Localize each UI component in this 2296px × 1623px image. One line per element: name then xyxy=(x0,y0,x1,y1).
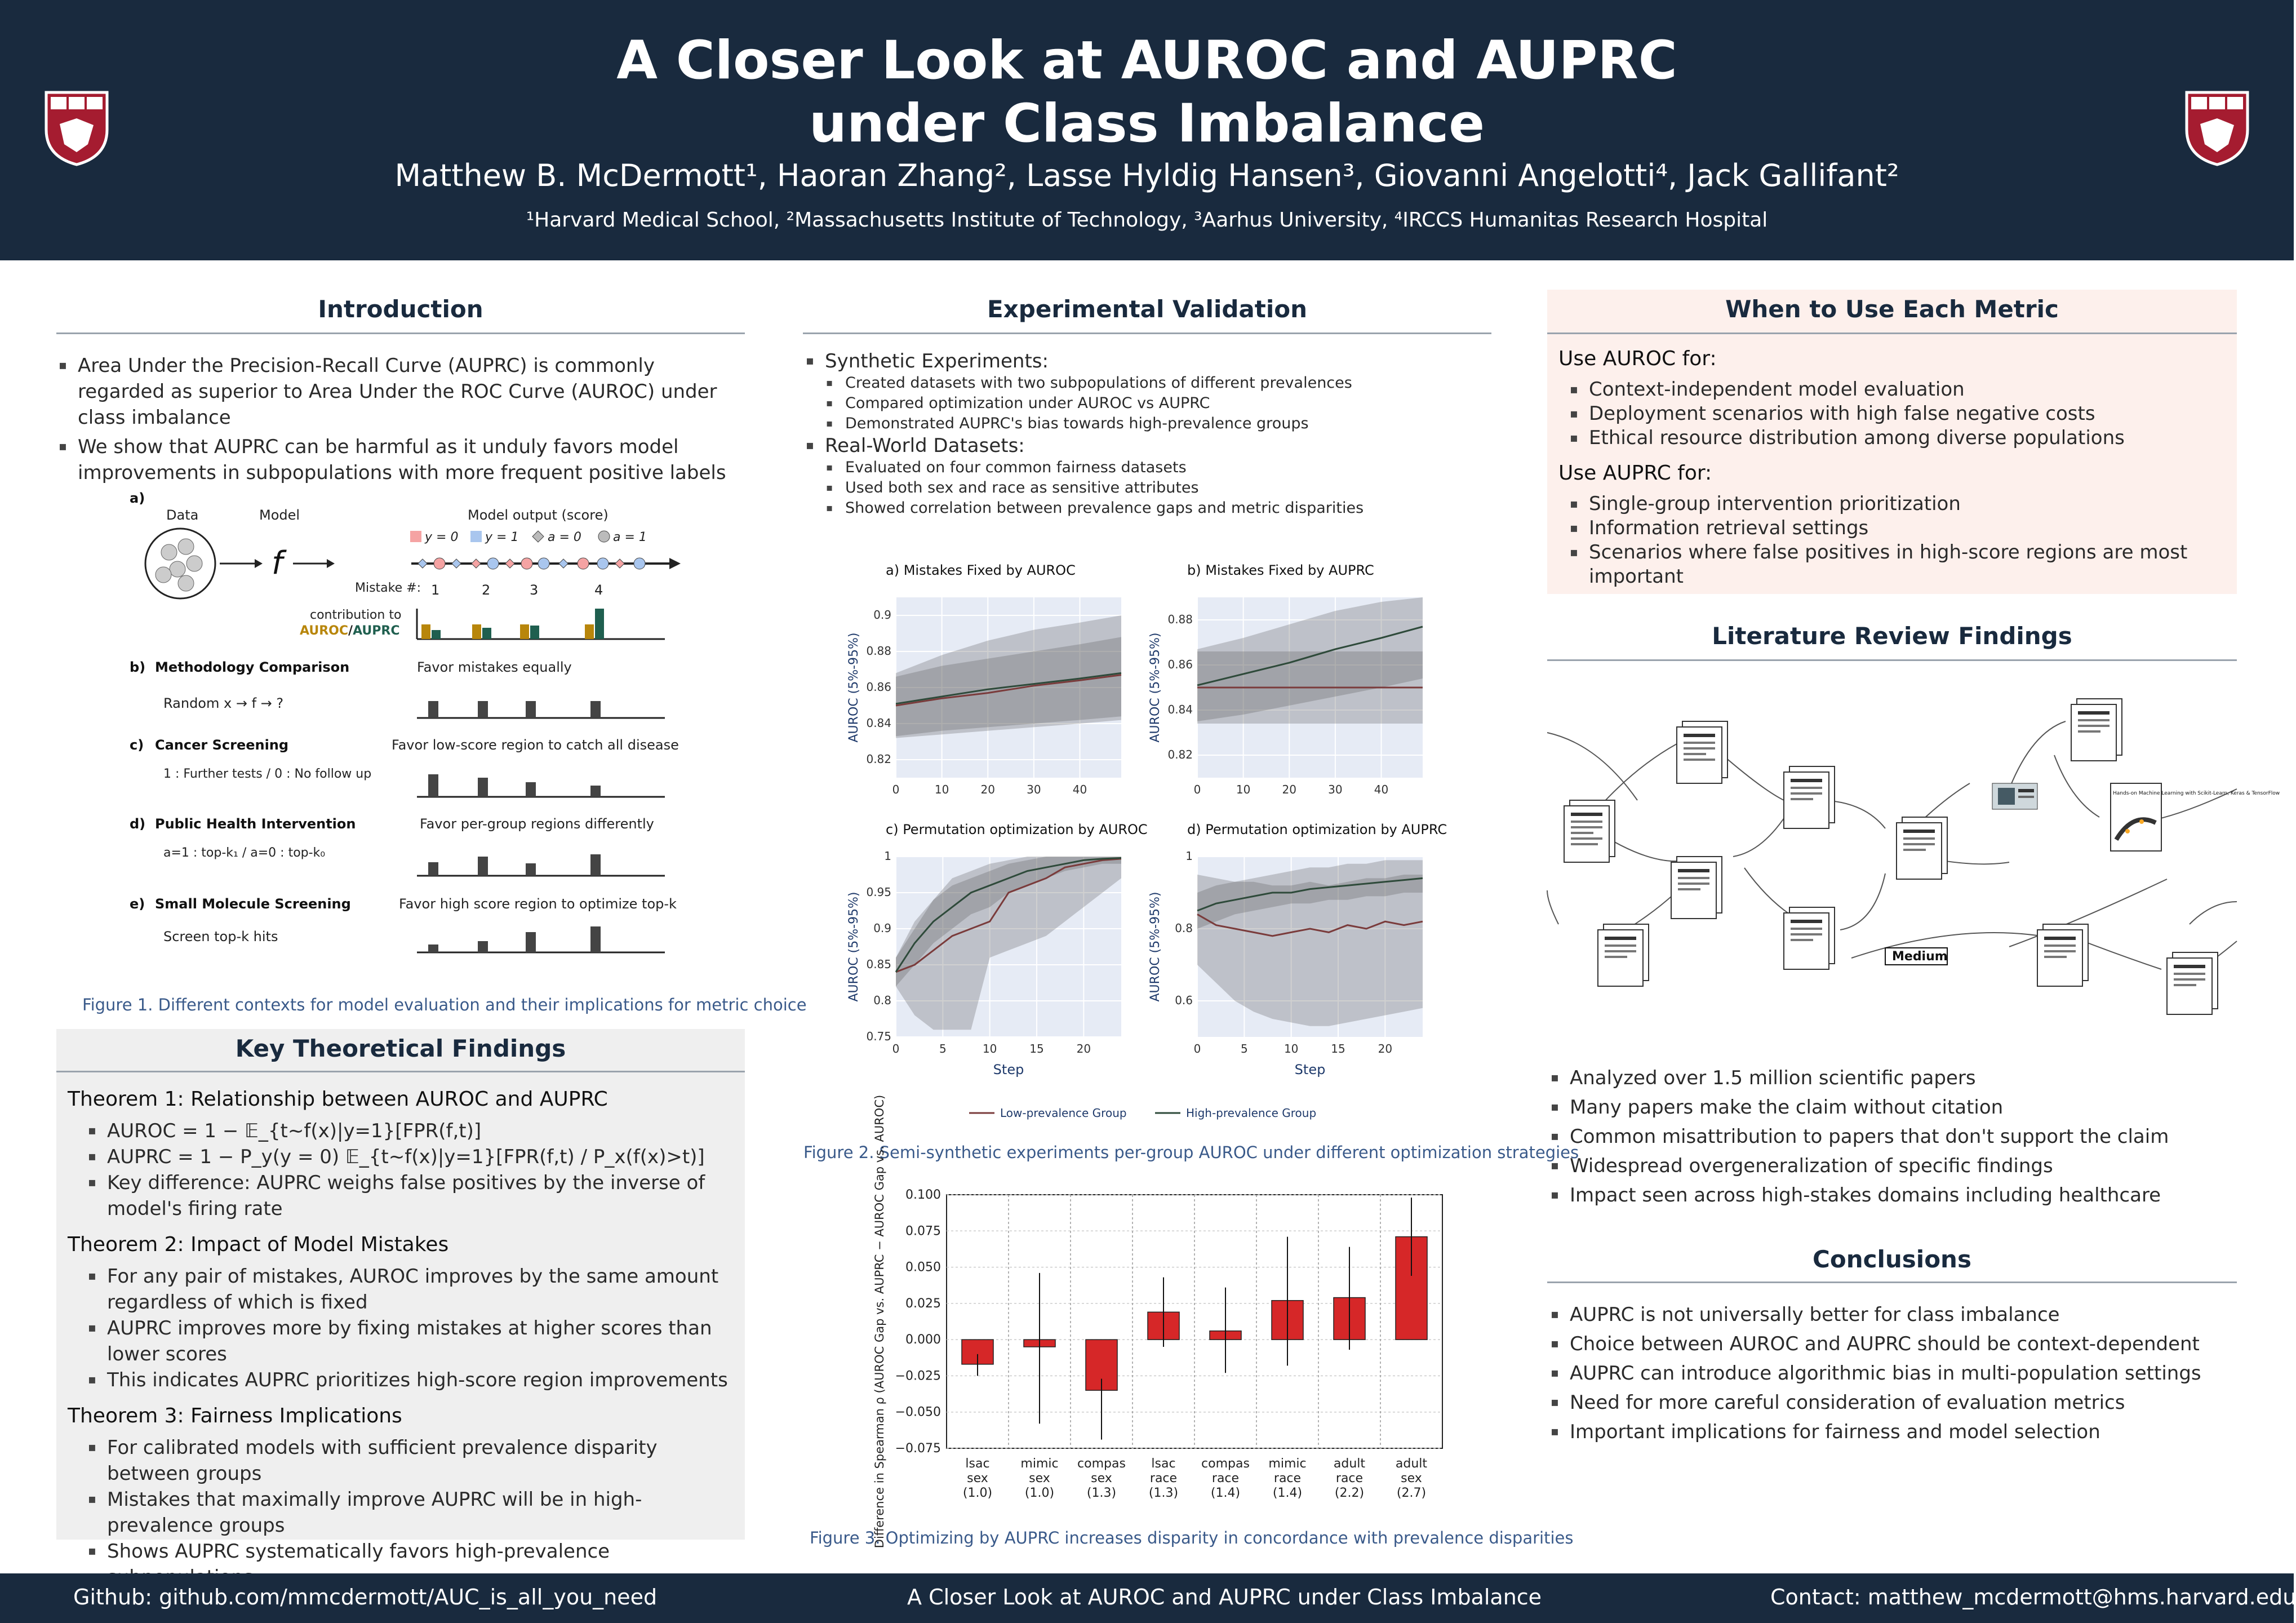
figure-3-caption: Figure 3. Optimizing by AUPRC increases disparity in concordance with prevalence disparities xyxy=(810,1528,1574,1547)
x-tick-label: (1.4) xyxy=(1272,1486,1303,1500)
section-title-theory: Key Theoretical Findings xyxy=(235,1035,566,1062)
list-item: ▪ Key difference: AUPRC weighs false positives by the inverse of model's firing rate xyxy=(88,1170,738,1222)
list-item: ▪ Deployment scenarios with high false negative costs xyxy=(1570,402,2231,426)
book-cover-icon xyxy=(2111,783,2280,851)
paper-document-icon xyxy=(1784,907,1835,969)
x-tick-label: sex xyxy=(1029,1471,1050,1485)
x-tick-label: 20 xyxy=(980,783,995,796)
y-tick-label: −0.025 xyxy=(895,1369,941,1383)
svg-text:y = 1: y = 1 xyxy=(485,530,519,544)
list-item: ▪ Common misattribution to papers that don't support the claim xyxy=(1551,1124,2232,1150)
list-item: ▪ Compared optimization under AUROC vs AUPRC xyxy=(826,393,1482,414)
x-tick-label: 0 xyxy=(892,783,900,796)
x-tick-label: 30 xyxy=(1027,783,1041,796)
section-rule xyxy=(1547,659,2237,661)
y-tick-label: 0.025 xyxy=(905,1296,941,1311)
x-tick-label: adult xyxy=(1395,1457,1428,1471)
section-title-literature: Literature Review Findings xyxy=(1712,622,2072,650)
svg-text:d): d) xyxy=(130,816,146,832)
theorem-3-title: Theorem 3: Fairness Implications xyxy=(68,1404,402,1427)
section-title-experiments: Experimental Validation xyxy=(987,295,1307,323)
authors: Matthew B. McDermott¹, Haoran Zhang², Lasse Hyldig Hansen³, Giovanni Angelotti⁴, Jack Gallifant² xyxy=(394,158,1899,193)
svg-text:Random x → f → ?: Random x → f → ? xyxy=(163,695,284,711)
svg-text:Favor low-score region to catc: Favor low-score region to catch all disease xyxy=(392,737,679,753)
y-axis-label: AUROC (5%-95%) xyxy=(847,632,861,743)
list-item: ▪ Showed correlation between prevalence gaps and metric disparities xyxy=(826,498,1482,518)
list-item: ▪ Shows AUPRC systematically favors high-prevalence xyxy=(88,1538,738,1590)
x-tick-label: (1.0) xyxy=(962,1486,993,1500)
list-item: ▪ AUPRC = 1 − P_y(y = 0) 𝔼_{t∼f(x)|y=1}[FPR(f,t) / P_x(f(x)>t)] xyxy=(88,1144,738,1170)
x-tick-label: 5 xyxy=(939,1042,947,1056)
y-tick-label: 0.050 xyxy=(905,1260,941,1275)
y-tick-label: 0.000 xyxy=(905,1333,941,1347)
section-rule xyxy=(1547,1281,2237,1283)
svg-text:Medium: Medium xyxy=(1892,950,1948,964)
title-line-2: under Class Imbalance xyxy=(809,93,1485,154)
citation-network-illustration xyxy=(1547,688,2280,1026)
panel-b xyxy=(130,659,665,718)
list-item: ▪ Context-independent model evaluation xyxy=(1570,378,2231,402)
chart-title: d) Permutation optimization by AUPRC xyxy=(1187,822,1447,837)
x-tick-label: mimic xyxy=(1020,1457,1059,1471)
list-item: ▪ AUROC = 1 − 𝔼_{t∼f(x)|y=1}[FPR(f,t)] xyxy=(88,1118,738,1144)
x-tick-label: 0 xyxy=(1193,1042,1201,1056)
list-item: ▪ Evaluated on four common fairness datasets xyxy=(826,458,1482,478)
svg-text:Screen top-k hits: Screen top-k hits xyxy=(163,929,278,944)
contrib-label: contribution to xyxy=(310,608,402,622)
list-item: ▪ AUPRC improves more by fixing mistakes at higher scores than lower scores xyxy=(88,1315,738,1367)
x-tick-label: 10 xyxy=(934,783,949,796)
medium-logo xyxy=(1885,948,1948,965)
y-axis-label: AUROC (5%-95%) xyxy=(1148,892,1162,1002)
x-tick-label: race xyxy=(1335,1471,1364,1485)
x-tick-label: 0 xyxy=(892,1042,900,1056)
panel-c xyxy=(130,737,679,797)
x-tick-label: 20 xyxy=(1282,783,1296,796)
list-item: ▪ AUPRC is not universally better for class imbalance xyxy=(1551,1302,2232,1328)
intro-bullets xyxy=(59,353,735,486)
section-rule xyxy=(56,332,745,334)
y-tick-label: 0.84 xyxy=(866,716,891,730)
x-tick-label: 5 xyxy=(1240,1042,1248,1056)
y-tick-label: 0.95 xyxy=(866,885,891,899)
x-axis-label: Step xyxy=(1294,1062,1326,1077)
x-axis-label: Step xyxy=(993,1062,1024,1077)
mistake-label: Mistake #: xyxy=(355,581,421,595)
list-item: ▪ Scenarios where false positives in high-score regions are most important xyxy=(1570,540,2231,589)
x-tick-label: 10 xyxy=(1284,1042,1299,1056)
svg-text:1 : Further tests / 0 : No fol: 1 : Further tests / 0 : No follow up xyxy=(163,767,372,781)
y-axis-label: AUROC (5%-95%) xyxy=(847,892,861,1002)
x-tick-label: sex xyxy=(1401,1471,1422,1485)
paper-document-icon xyxy=(2071,699,2122,761)
section-title-when: When to Use Each Metric xyxy=(1725,295,2059,323)
blog-thumbnail-icon xyxy=(1992,783,2037,809)
affiliations: ¹Harvard Medical School, ²Massachusetts Institute of Technology, ³Aarhus University, ⁴IRCCS Humanitas Research Hospital xyxy=(526,209,1768,232)
x-tick-label: 0 xyxy=(1193,783,1201,796)
y-tick-label: 1 xyxy=(884,849,891,863)
x-tick-label: compas xyxy=(1077,1457,1126,1471)
f-symbol: f xyxy=(272,545,283,582)
svg-text:Favor mistakes equally: Favor mistakes equally xyxy=(417,659,572,675)
y-tick-label: 1 xyxy=(1185,849,1193,863)
model-label: Model xyxy=(259,507,300,523)
x-tick-label: race xyxy=(1211,1471,1240,1485)
svg-text:3: 3 xyxy=(530,582,539,598)
y-tick-label: 0.100 xyxy=(905,1188,941,1202)
x-tick-label: sex xyxy=(967,1471,988,1485)
poster-header xyxy=(0,0,2294,260)
chart-title: c) Permutation optimization by AUROC xyxy=(886,822,1148,837)
y-tick-label: 0.88 xyxy=(866,644,891,658)
experiment-bullets xyxy=(806,349,1482,518)
list-item: ▪ Real-World Datasets: xyxy=(806,434,1482,458)
when-content xyxy=(1558,336,2231,589)
y-tick-label: −0.050 xyxy=(895,1405,941,1420)
y-tick-label: 0.6 xyxy=(1175,994,1193,1007)
list-item: ▪ Used both sex and race as sensitive attributes xyxy=(826,478,1482,498)
use-auroc-head: Use AUROC for: xyxy=(1558,347,1717,370)
svg-text:4: 4 xyxy=(594,582,603,598)
x-tick-label: (2.2) xyxy=(1334,1486,1365,1500)
github-link[interactable]: Github: github.com/mmcdermott/AUC_is_all_you_need xyxy=(73,1585,658,1609)
section-rule xyxy=(803,332,1491,334)
x-tick-label: 40 xyxy=(1072,783,1087,796)
svg-text:Favor per-group regions differ: Favor per-group regions differently xyxy=(420,816,654,832)
chart-title: a) Mistakes Fixed by AUROC xyxy=(886,562,1076,578)
x-tick-label: 15 xyxy=(1331,1042,1345,1056)
x-tick-label: 15 xyxy=(1029,1042,1044,1056)
paper-document-icon xyxy=(1598,924,1649,986)
list-item: ▪ Single-group intervention prioritization xyxy=(1570,492,2231,516)
figure-1-caption: Figure 1. Different contexts for model evaluation and their implications for metric choice xyxy=(82,995,807,1014)
y-tick-label: 0.075 xyxy=(905,1224,941,1239)
footer-title: A Closer Look at AUROC and AUPRC under Class Imbalance xyxy=(907,1585,1542,1609)
section-title-introduction: Introduction xyxy=(318,295,483,323)
list-item: ▪ Many papers make the claim without citation xyxy=(1551,1094,2232,1120)
svg-text:y = 0: y = 0 xyxy=(425,530,459,544)
list-item: ▪ Choice between AUROC and AUPRC should be context-dependent xyxy=(1551,1331,2232,1357)
svg-text:Small Molecule Screening: Small Molecule Screening xyxy=(155,896,351,912)
x-tick-label: 10 xyxy=(982,1042,997,1056)
output-label: Model output (score) xyxy=(468,507,609,523)
section-title-conclusions: Conclusions xyxy=(1813,1245,1971,1273)
list-item: ▪ Need for more careful consideration of evaluation metrics xyxy=(1551,1390,2232,1416)
list-item: ▪ Impact seen across high-stakes domains including healthcare xyxy=(1551,1182,2232,1208)
x-tick-label: (1.3) xyxy=(1086,1486,1117,1500)
figure-2-caption: Figure 2. Semi-synthetic experiments per-group AUROC under different optimization strategies xyxy=(803,1143,1579,1162)
paper-document-icon xyxy=(1784,766,1835,828)
x-tick-label: (2.7) xyxy=(1396,1486,1427,1500)
paper-document-icon xyxy=(1897,817,1947,879)
list-item: ▪ Mistakes that maximally improve AUPRC will be in high-prevalence groups xyxy=(88,1487,738,1538)
section-rule xyxy=(56,1071,745,1072)
svg-text:Hands-on Machine Learning with: Hands-on Machine Learning with Scikit-Learn, Keras & TensorFlow xyxy=(2113,791,2280,796)
poster-title xyxy=(0,29,2294,156)
paper-document-icon xyxy=(2167,952,2218,1014)
list-item: ▪ Demonstrated AUPRC's bias towards high-prevalence groups xyxy=(826,414,1482,434)
list-item: ▪ For any pair of mistakes, AUROC improves by the same amount regardless of which is fixed xyxy=(88,1263,738,1315)
x-tick-label: 20 xyxy=(1076,1042,1091,1056)
x-tick-label: 30 xyxy=(1328,783,1343,796)
svg-text:b): b) xyxy=(130,659,146,675)
panel-label: a) xyxy=(130,490,145,506)
theorem-2-title: Theorem 2: Impact of Model Mistakes xyxy=(68,1233,449,1256)
list-item: ▪ Widespread overgeneralization of specific findings xyxy=(1551,1153,2232,1179)
x-tick-label: sex xyxy=(1091,1471,1112,1485)
y-axis-label: AUROC (5%-95%) xyxy=(1148,632,1162,743)
svg-text:Methodology Comparison: Methodology Comparison xyxy=(155,659,350,675)
list-item: ▪ Important implications for fairness and model selection xyxy=(1551,1419,2232,1445)
data-label: Data xyxy=(166,507,199,523)
y-tick-label: 0.8 xyxy=(1175,921,1193,935)
svg-text:a=1 : top-k₁ / a=0 : top-k₀: a=1 : top-k₁ / a=0 : top-k₀ xyxy=(163,846,326,860)
contact-email[interactable]: Contact: matthew_mcdermott@hms.harvard.edu xyxy=(1770,1585,2296,1609)
y-tick-label: 0.9 xyxy=(873,921,891,935)
x-tick-label: (1.3) xyxy=(1148,1486,1179,1500)
conclusion-bullets xyxy=(1551,1302,2232,1445)
list-item: ▪ Analyzed over 1.5 million scientific papers xyxy=(1551,1065,2232,1091)
x-tick-label: lsac xyxy=(1151,1457,1176,1471)
x-tick-label: 20 xyxy=(1378,1042,1393,1056)
list-item: ▪ We show that AUPRC can be harmful as it unduly favors model improvements in subpopulations with more frequent positive labels xyxy=(59,434,735,486)
list-item: ▪ Synthetic Experiments: xyxy=(806,349,1482,373)
y-tick-label: 0.9 xyxy=(873,608,891,622)
y-tick-label: −0.075 xyxy=(895,1442,941,1456)
y-tick-label: 0.86 xyxy=(1167,658,1193,671)
use-auprc-head: Use AUPRC for: xyxy=(1558,462,1712,485)
x-tick-label: 10 xyxy=(1236,783,1251,796)
paper-document-icon xyxy=(1564,800,1615,862)
paper-document-icon xyxy=(1671,857,1722,919)
chart-title: b) Mistakes Fixed by AUPRC xyxy=(1187,562,1374,578)
x-tick-label: compas xyxy=(1201,1457,1250,1471)
panel-d xyxy=(130,816,665,876)
figure-1-diagram xyxy=(124,490,687,964)
x-tick-label: (1.0) xyxy=(1024,1486,1055,1500)
svg-text:a = 0: a = 0 xyxy=(548,530,581,544)
list-item: ▪ This indicates AUPRC prioritizes high-score region improvements xyxy=(88,1367,738,1393)
list-item: ▪ Area Under the Precision-Recall Curve (AUPRC) is commonly regarded as superior to Area Under the ROC Curve (AUROC) under class imbalance xyxy=(59,353,735,431)
legend-label-high: High-prevalence Group xyxy=(1186,1106,1317,1120)
x-tick-label: mimic xyxy=(1268,1457,1307,1471)
svg-text:1: 1 xyxy=(431,582,440,598)
figure-2-charts xyxy=(834,552,1465,1127)
legend-label-low: Low-prevalence Group xyxy=(1000,1106,1127,1120)
paper-document-icon xyxy=(2037,924,2088,986)
y-tick-label: 0.84 xyxy=(1167,703,1193,716)
svg-text:Cancer Screening: Cancer Screening xyxy=(155,737,289,753)
data-circle-icon xyxy=(145,529,215,598)
y-tick-label: 0.85 xyxy=(866,957,891,971)
paper-document-icon xyxy=(1677,721,1727,783)
theory-content xyxy=(68,1076,738,1590)
y-tick-label: 0.86 xyxy=(866,680,891,694)
svg-text:2: 2 xyxy=(482,582,491,598)
section-rule xyxy=(1547,332,2237,334)
y-tick-label: 0.82 xyxy=(866,752,891,766)
y-tick-label: 0.8 xyxy=(873,994,891,1007)
list-item: ▪ Information retrieval settings xyxy=(1570,516,2231,540)
svg-text:Public Health Intervention: Public Health Intervention xyxy=(155,816,356,832)
y-tick-label: 0.75 xyxy=(866,1030,891,1043)
list-item: ▪ For calibrated models with sufficient prevalence disparity between groups xyxy=(88,1435,738,1487)
literature-bullets xyxy=(1551,1065,2232,1208)
svg-text:e): e) xyxy=(130,896,145,912)
svg-text:a = 1: a = 1 xyxy=(613,530,647,544)
theorem-1-title: Theorem 1: Relationship between AUROC and AUPRC xyxy=(68,1088,608,1111)
y-tick-label: 0.82 xyxy=(1167,748,1193,761)
list-item: ▪ AUPRC can introduce algorithmic bias in multi-population settings xyxy=(1551,1360,2232,1386)
x-tick-label: (1.4) xyxy=(1210,1486,1241,1500)
title-line-1: A Closer Look at AUROC and AUPRC xyxy=(616,30,1677,91)
x-tick-label: race xyxy=(1273,1471,1302,1485)
svg-text:Favor high score region to opt: Favor high score region to optimize top-k xyxy=(399,896,677,912)
x-tick-label: race xyxy=(1149,1471,1178,1485)
x-tick-label: 40 xyxy=(1374,783,1389,796)
x-tick-label: lsac xyxy=(965,1457,990,1471)
y-axis-label: Difference in Spearman ρ (AUROC Gap vs. AUPRC − AUROC Gap vs. AUROC) xyxy=(873,1094,886,1549)
y-tick-label: 0.88 xyxy=(1167,613,1193,626)
list-item: ▪ Created datasets with two subpopulations of different prevalences xyxy=(826,373,1482,393)
svg-text:c): c) xyxy=(130,737,144,753)
list-item: ▪ Ethical resource distribution among diverse populations xyxy=(1570,426,2231,450)
x-tick-label: adult xyxy=(1333,1457,1366,1471)
panel-e xyxy=(130,896,677,952)
svg-text:AUROC/AUPRC: AUROC/AUPRC xyxy=(300,624,400,638)
poster-footer xyxy=(0,1573,2294,1623)
